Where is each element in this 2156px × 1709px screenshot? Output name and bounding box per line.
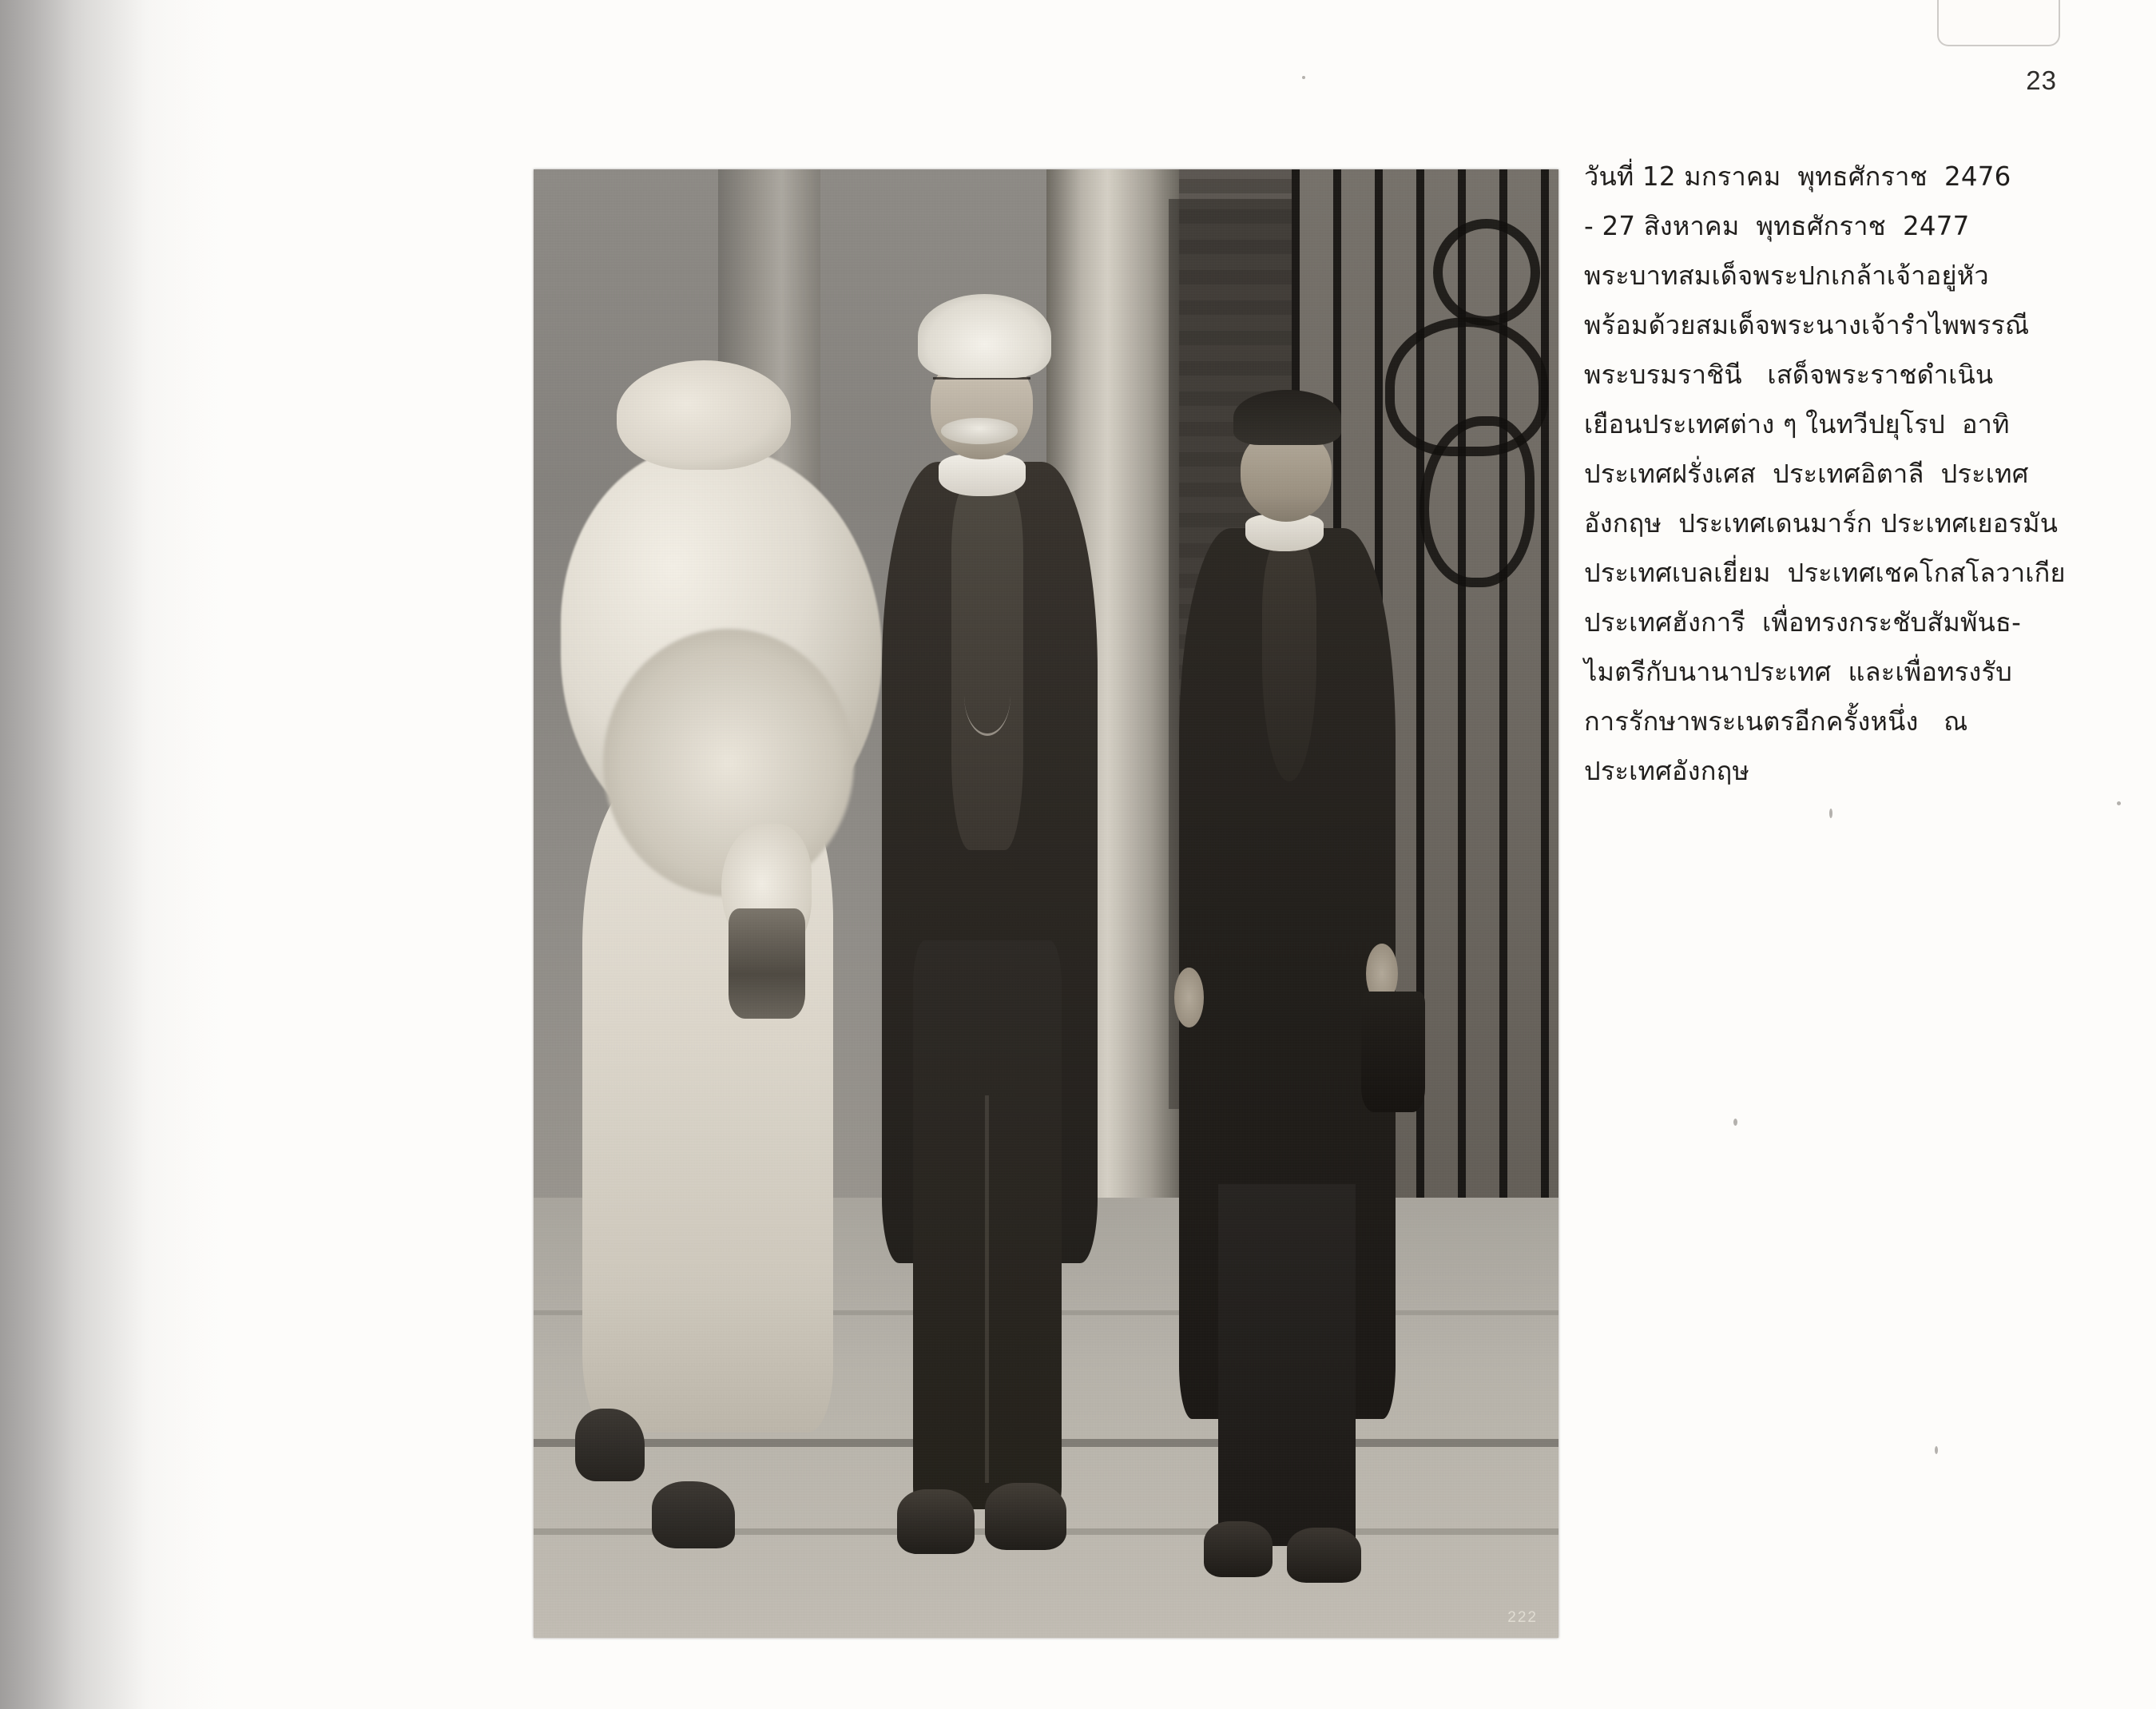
photograph xyxy=(534,169,1558,1638)
scan-speck xyxy=(1302,76,1305,79)
caption-line: ประเทศอังกฤษ xyxy=(1584,756,1750,786)
caption-line: ไมตรีกับนานาประเทศ และเพื่อทรงรับ xyxy=(1584,657,2012,687)
caption-line: พร้อมด้วยสมเด็จพระนางเจ้ารำไพพรรณี xyxy=(1584,310,2030,340)
scan-speck xyxy=(1935,1446,1938,1454)
caption-line: ประเทศฝรั่งเศส ประเทศอิตาลี ประเทศ xyxy=(1584,459,2029,489)
scan-speck xyxy=(1733,1119,1737,1126)
caption-line: พระบาทสมเด็จพระปกเกล้าเจ้าอยู่หัว xyxy=(1584,260,1989,291)
photograph-figure xyxy=(534,169,1558,1638)
page-number: 23 xyxy=(2026,66,2057,95)
scan-speck xyxy=(1829,809,1832,818)
caption-line: พระบรมราชินี เสด็จพระราชดำเนิน xyxy=(1584,360,1994,390)
caption-line: อังกฤษ ประเทศเดนมาร์ก ประเทศเยอรมัน xyxy=(1584,508,2059,539)
caption-line: - 27 สิงหาคม พุทธศักราช 2477 xyxy=(1584,211,1970,241)
photo-index-number: 222 xyxy=(1507,1609,1538,1626)
scan-artifact xyxy=(1937,0,2060,46)
caption-line: ประเทศฮังการี เพื่อทรงกระชับสัมพันธ- xyxy=(1584,607,2021,638)
scan-speck xyxy=(2117,801,2121,805)
photo-grain-overlay xyxy=(534,169,1558,1638)
caption-line: การรักษาพระเนตรอีกครั้งหนึ่ง ณ xyxy=(1584,706,1968,737)
caption-text-block xyxy=(1584,152,2066,796)
caption-line: วันที่ 12 มกราคม พุทธศักราช 2476 xyxy=(1584,161,2011,192)
caption-line: เยือนประเทศต่าง ๆ ในทวีปยุโรป อาทิ xyxy=(1584,409,2010,439)
caption-line: ประเทศเบลเยี่ยม ประเทศเชคโกสโลวาเกีย xyxy=(1584,558,2066,588)
